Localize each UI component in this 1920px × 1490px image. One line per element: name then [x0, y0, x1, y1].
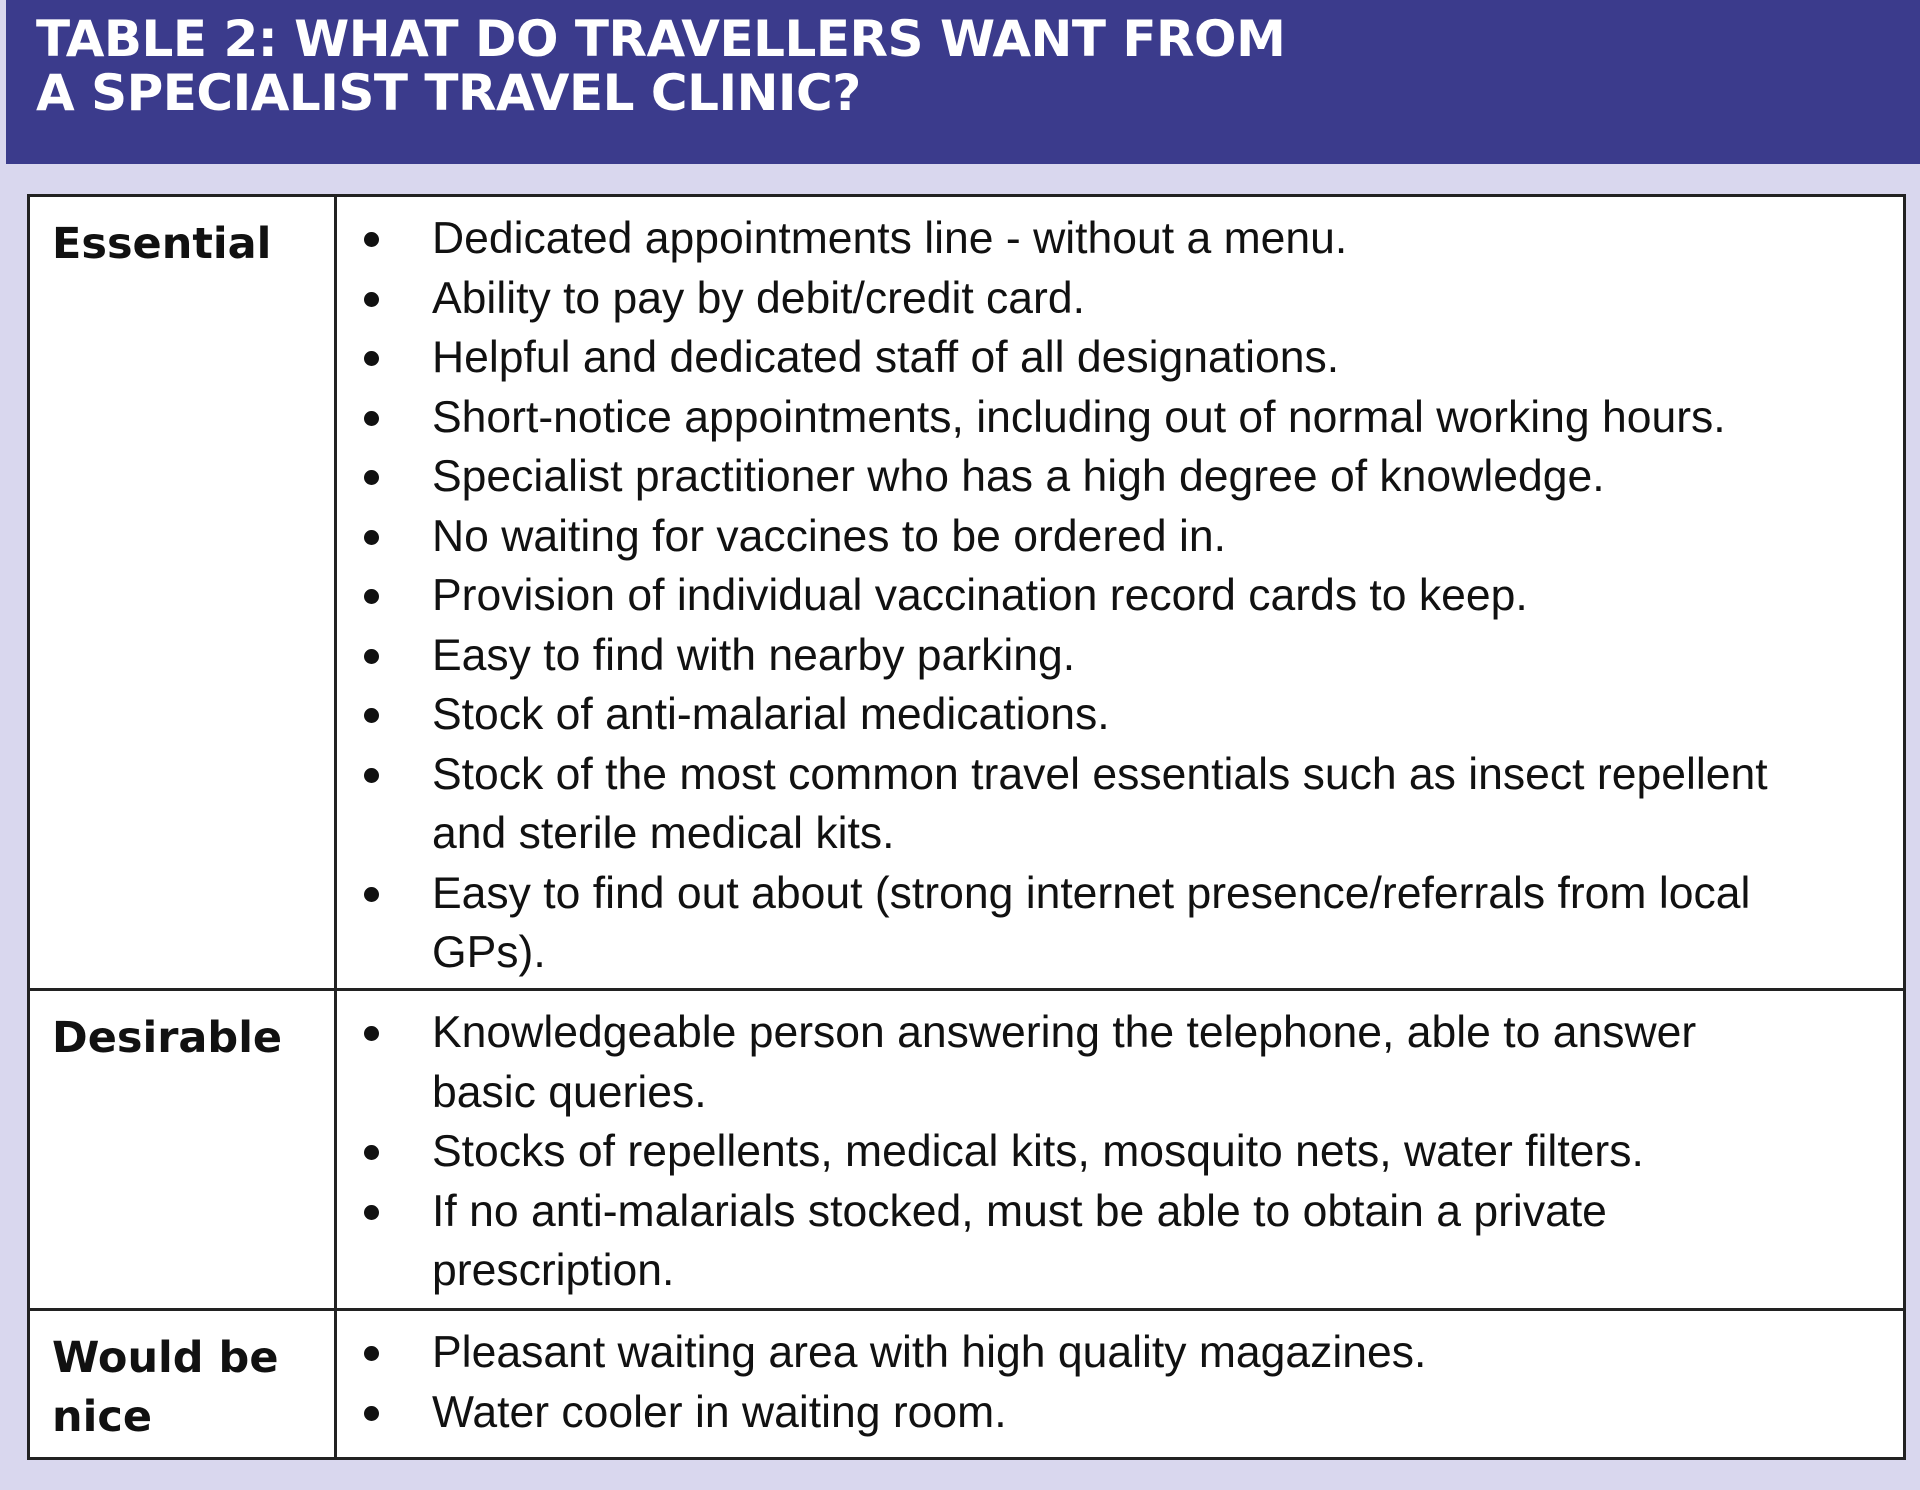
bullet-icon	[364, 887, 379, 902]
list-item-text: Easy to find out about (strong internet presence/referrals from local	[432, 868, 1751, 918]
bullet-icon	[364, 530, 379, 545]
list-item	[337, 685, 1903, 745]
list-item-text: No waiting for vaccines to be ordered in.	[432, 511, 1227, 561]
category-label	[52, 215, 322, 274]
bullet-icon	[364, 470, 379, 485]
list-item-text-continued: GPs).	[432, 928, 546, 977]
list-item	[337, 864, 1903, 983]
bullet-icon	[364, 589, 379, 604]
list-item	[337, 447, 1903, 507]
list-item	[337, 328, 1903, 388]
list-item	[337, 209, 1903, 269]
bullet-icon	[364, 351, 379, 366]
category-label	[52, 1329, 322, 1447]
list-item-text: Stock of anti-malarial medications.	[432, 690, 1110, 739]
would-be-nice-list	[337, 1323, 1903, 1442]
category-label	[52, 1009, 322, 1068]
desirable-list	[337, 1003, 1903, 1301]
essential-list	[337, 209, 1903, 983]
category-would-be-nice-line-1: Would be	[52, 1333, 279, 1383]
list-item-text: Knowledgeable person answering the telephone, able to answer	[432, 1008, 1697, 1057]
bullet-icon	[364, 1346, 379, 1361]
category-desirable: Desirable	[52, 1013, 283, 1063]
bullet-icon	[364, 1145, 379, 1160]
list-item-text-continued: prescription.	[432, 1246, 675, 1295]
list-item-text: Helpful and dedicated staff of all designations.	[432, 333, 1340, 382]
list-item-text-continued: and sterile medical kits.	[432, 809, 895, 858]
list-item-text: Short-notice appointments, including out of normal working hours.	[432, 392, 1726, 442]
list-item-text: Provision of individual vaccination record cards to keep.	[432, 571, 1528, 620]
list-item-text: Dedicated appointments line - without a menu.	[432, 214, 1348, 263]
table-row-would-be-nice	[30, 1311, 1903, 1457]
table-title-line-2: A SPECIALIST TRAVEL CLINIC?	[36, 64, 861, 122]
list-item	[337, 388, 1903, 448]
list-item	[337, 1323, 1903, 1383]
list-item-text: Easy to find with nearby parking.	[432, 630, 1076, 680]
table-row-desirable	[30, 991, 1903, 1311]
list-item-text-continued: basic queries.	[432, 1067, 707, 1117]
list-item-text: Pleasant waiting area with high quality magazines.	[432, 1328, 1427, 1377]
bullet-icon	[364, 411, 379, 426]
list-item-text: Stock of the most common travel essentials such as insect repellent	[432, 749, 1768, 799]
list-item-text: Water cooler in waiting room.	[432, 1387, 1007, 1437]
table-row-essential	[30, 197, 1903, 991]
list-item	[337, 745, 1903, 864]
list-item	[337, 626, 1903, 686]
category-essential: Essential	[52, 219, 272, 269]
bullet-icon	[364, 649, 379, 664]
list-item	[337, 1122, 1903, 1182]
list-item	[337, 1182, 1903, 1301]
table-title-line-1: TABLE 2: WHAT DO TRAVELLERS WANT FROM	[36, 10, 1286, 68]
list-item-text: If no anti-malarials stocked, must be able to obtain a private	[432, 1186, 1607, 1236]
table-header	[6, 0, 1920, 164]
bullet-icon	[364, 1026, 379, 1041]
bullet-icon	[364, 1406, 379, 1421]
list-item	[337, 1383, 1903, 1443]
bullet-icon	[364, 768, 379, 783]
category-would-be-nice-line-2: nice	[52, 1392, 153, 1442]
list-item-text: Stocks of repellents, medical kits, mosquito nets, water filters.	[432, 1127, 1644, 1176]
list-item	[337, 269, 1903, 329]
bullet-icon	[364, 708, 379, 723]
list-item-text: Ability to pay by debit/credit card.	[432, 273, 1085, 323]
list-item	[337, 566, 1903, 626]
bullet-icon	[364, 292, 379, 307]
requirements-table	[27, 194, 1906, 1460]
bullet-icon	[364, 1205, 379, 1220]
list-item	[337, 507, 1903, 567]
list-item	[337, 1003, 1903, 1122]
bullet-icon	[364, 232, 379, 247]
list-item-text: Specialist practitioner who has a high degree of knowledge.	[432, 452, 1605, 501]
